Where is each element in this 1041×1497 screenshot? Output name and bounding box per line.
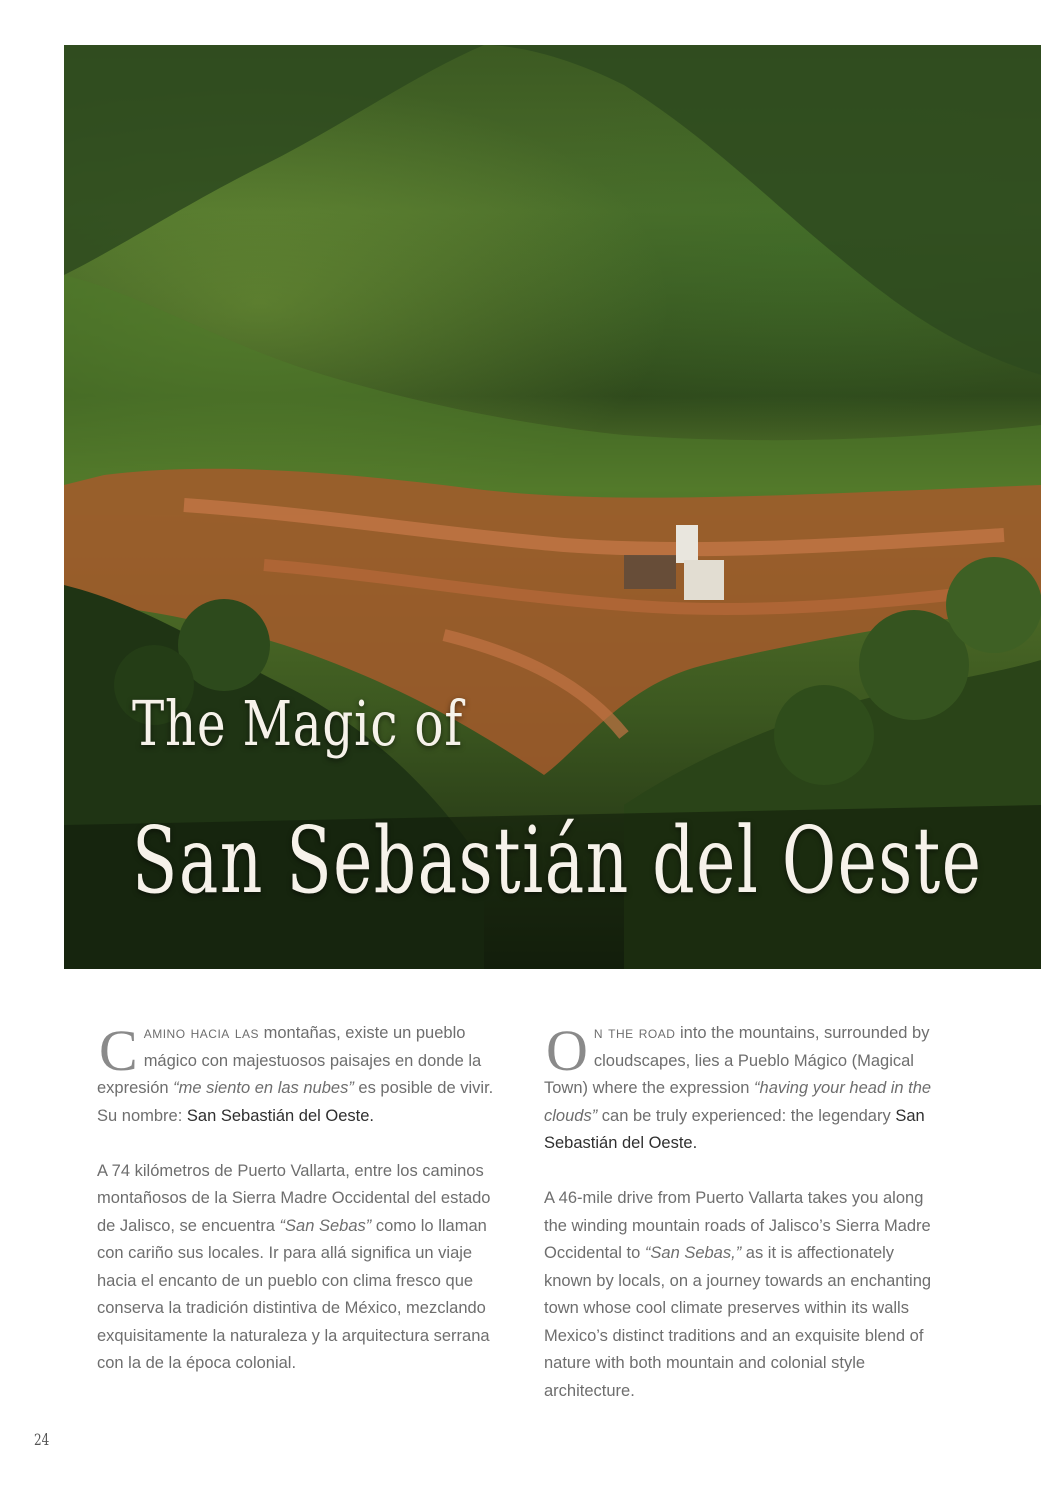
english-paragraph-1 (544, 1020, 944, 1158)
body-text: como lo llaman con cariño sus locales. Ir para allá significa un viaje hacia el encanto de un pueblo con clima fresco que conserva la tradición distintiva de México, mezclando exquisitamente la naturaleza y la arquitectura serrana con la de la época colonial. (97, 1216, 490, 1372)
body-text: can be truly experienced: the legendary (597, 1106, 896, 1125)
quote: “having your head in the clouds” (544, 1079, 932, 1125)
spanish-column (97, 1020, 497, 1405)
title-line-2: San Sebastián del Oeste (132, 807, 983, 914)
town-name: San Sebastián del Oeste. (186, 1106, 375, 1125)
spanish-paragraph-1 (97, 1020, 497, 1130)
drop-cap: O (546, 1018, 588, 1083)
body-text: A 74 kilómetros de Puerto Vallarta, entre los caminos montañosos de la Sierra Madre Occidental del estado de Jalisco, se encuentra (97, 1161, 491, 1235)
body-text: into the mountains, surrounded by cloudscapes, lies a Pueblo Mágico (Magical Town) where the expression (544, 1024, 930, 1097)
body-text: A 46-mile drive from Puerto Vallarta takes you along the winding mountain roads of Jalisco’s Sierra Madre Occidental to (544, 1189, 931, 1262)
town-name: San Sebastián del Oeste. (544, 1106, 925, 1152)
quote: “me siento en las nubes” (173, 1079, 354, 1097)
hero-photo (64, 45, 1041, 969)
body-text: montañas, existe un pueblo mágico con majestuosos paisajes en donde la expresión (97, 1024, 482, 1097)
nickname: “San Sebas,” (644, 1244, 742, 1262)
english-column (544, 1020, 944, 1433)
page-number: 24 (34, 1430, 50, 1449)
lead-in: amino hacia las (143, 1024, 260, 1042)
title-line-1: The Magic of (132, 687, 464, 760)
spanish-paragraph-2 (97, 1158, 497, 1378)
body-text: as it is affectionately known by locals, on a journey towards an enchanting town whose cool climate preserves within its walls Mexico’s distinct traditions and an exquisite blend of nature with both mountain and colonial style architecture. (544, 1244, 932, 1400)
lead-in: n the road (593, 1024, 676, 1042)
drop-cap: C (99, 1018, 138, 1083)
body-text: es posible de vivir. Su nombre: (97, 1079, 494, 1125)
english-paragraph-2 (544, 1185, 944, 1405)
nickname: “San Sebas” (279, 1216, 372, 1235)
